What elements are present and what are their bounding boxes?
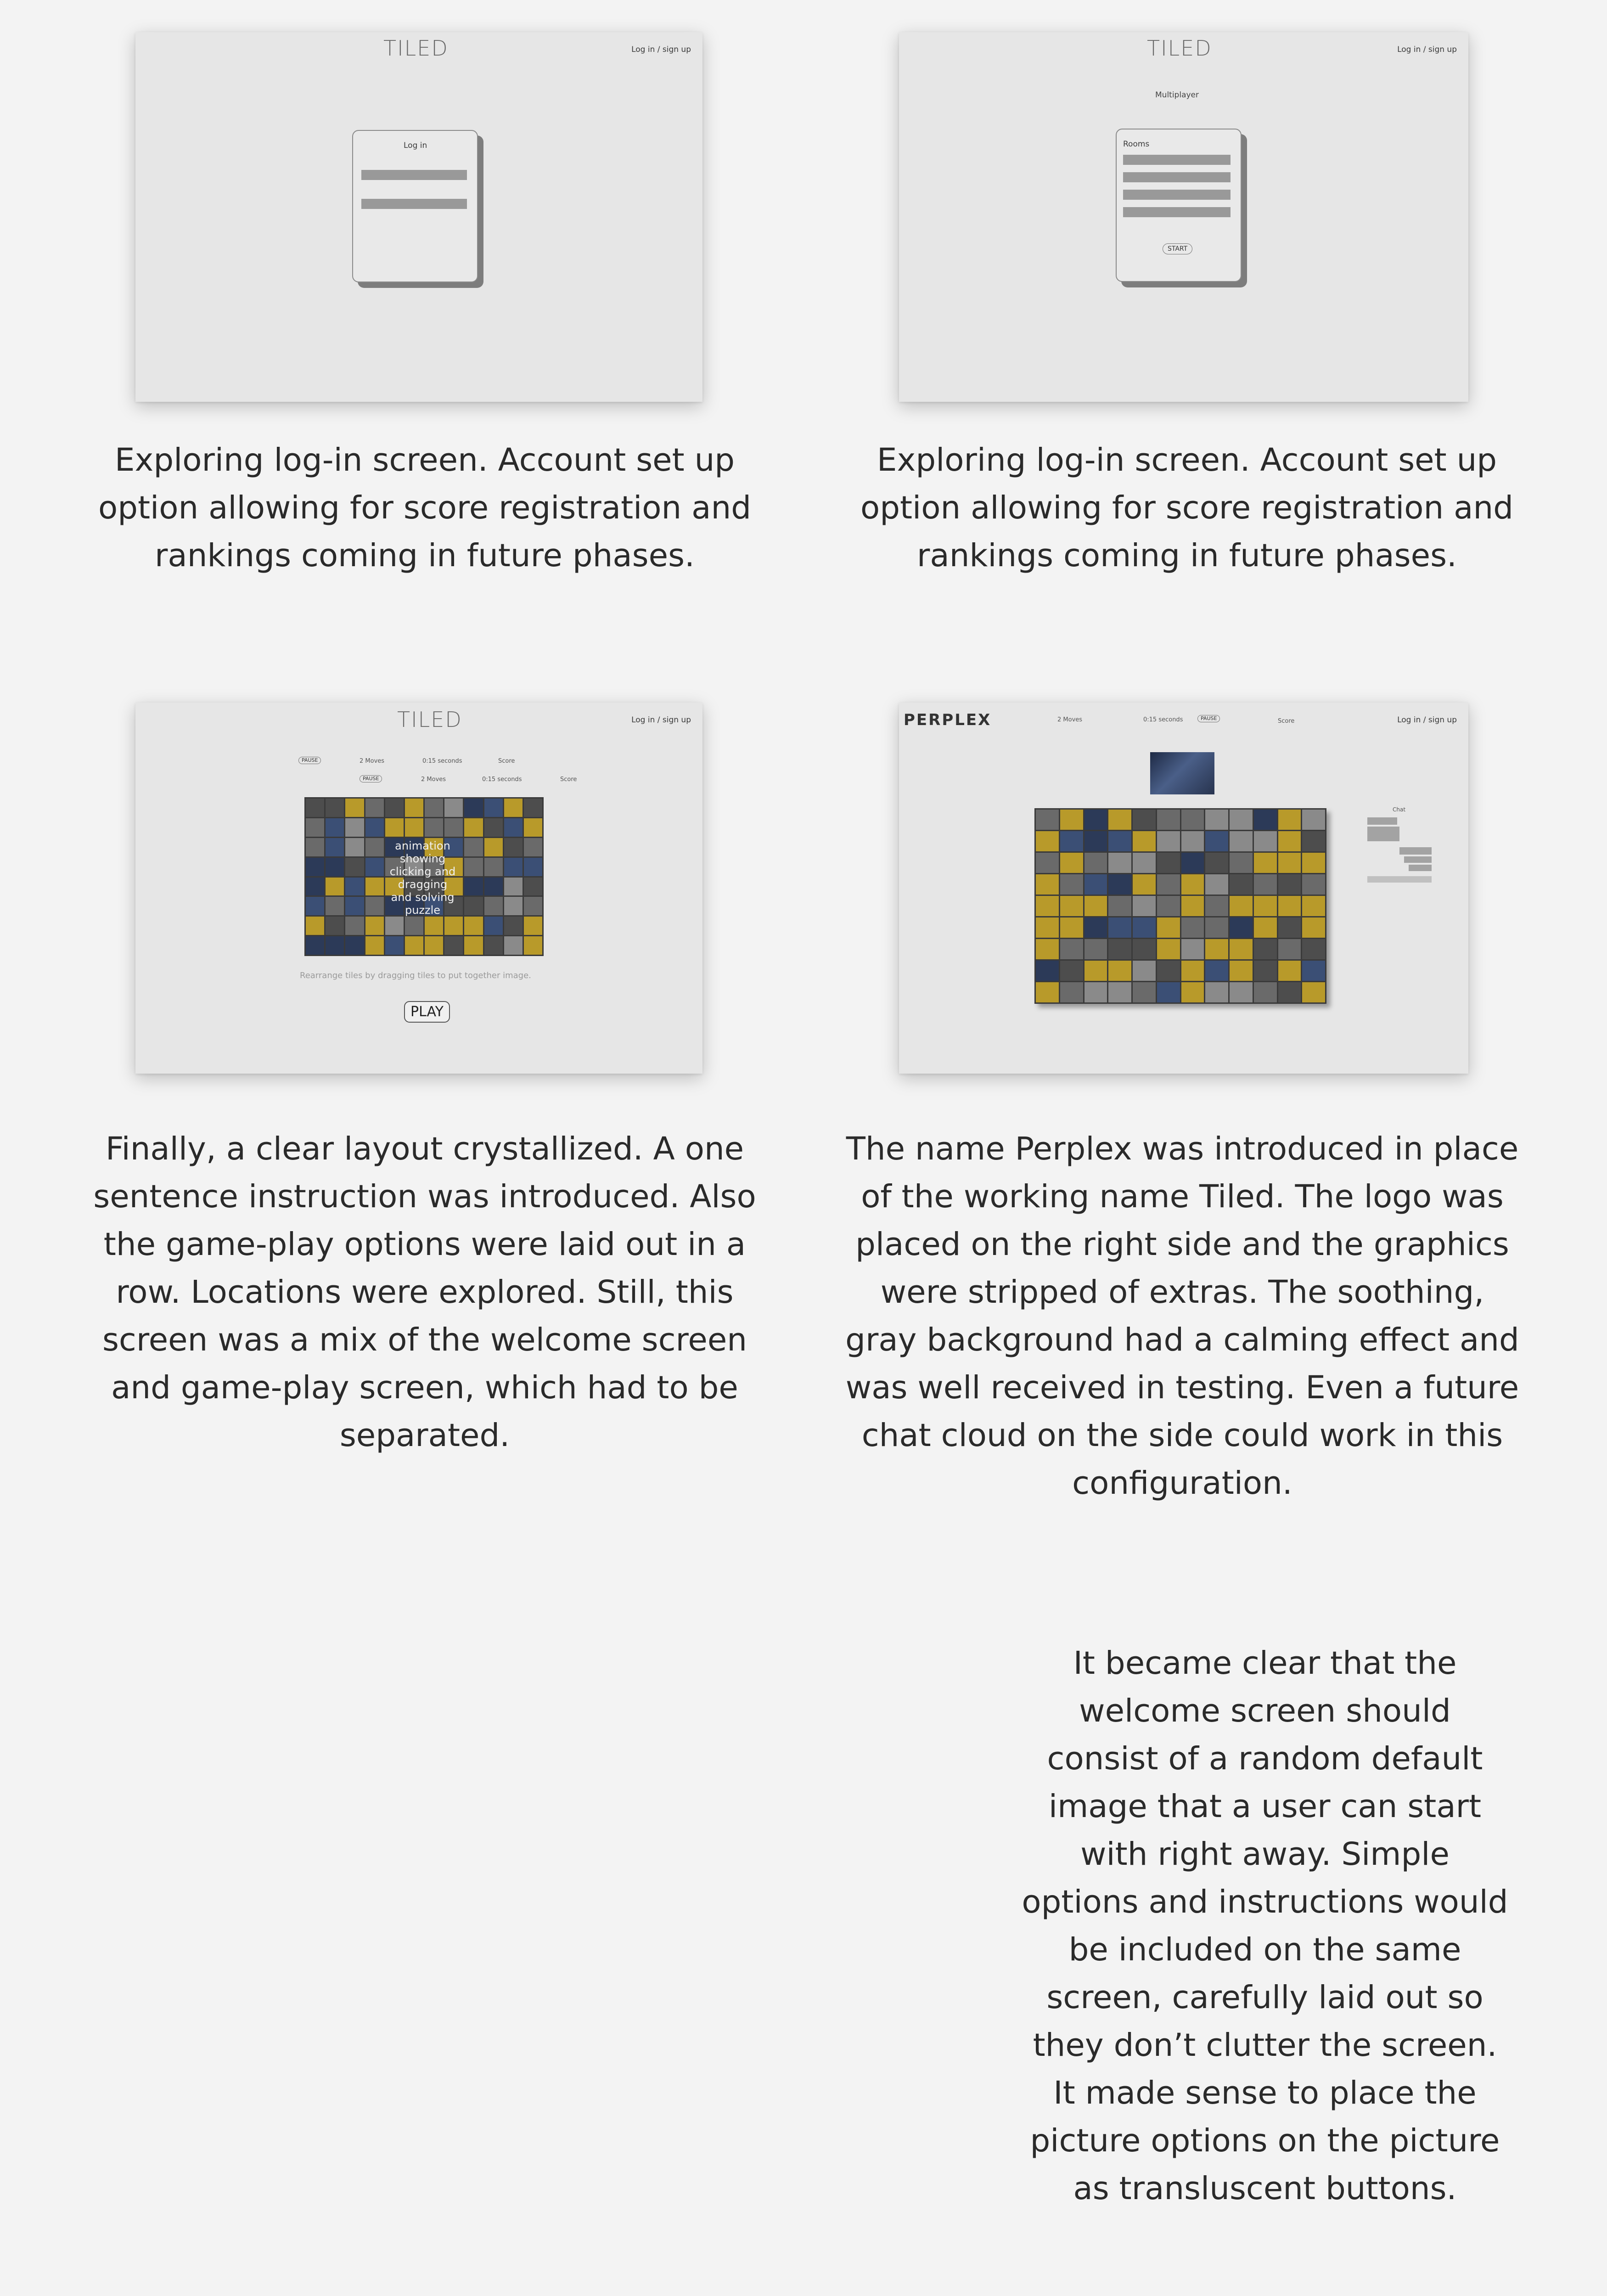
puzzle-tile[interactable] bbox=[1036, 917, 1059, 938]
puzzle-tile[interactable] bbox=[365, 818, 384, 837]
puzzle-tile[interactable] bbox=[1205, 831, 1228, 851]
mockup-login-screen bbox=[135, 32, 702, 402]
puzzle-tile[interactable] bbox=[1278, 831, 1301, 851]
pause-button[interactable]: PAUSE bbox=[360, 775, 382, 782]
perplex-logo: PERPLEX bbox=[904, 711, 992, 729]
puzzle-tile[interactable] bbox=[1230, 831, 1253, 851]
puzzle-tile[interactable] bbox=[1084, 810, 1107, 830]
puzzle-tile[interactable] bbox=[326, 917, 344, 935]
puzzle-tile[interactable] bbox=[1205, 853, 1228, 873]
password-field[interactable] bbox=[361, 199, 467, 209]
moves-count: 2 Moves bbox=[1057, 716, 1083, 723]
puzzle-tile[interactable] bbox=[524, 818, 542, 837]
puzzle-tile[interactable] bbox=[484, 917, 503, 935]
reference-thumbnail bbox=[1150, 752, 1214, 794]
caption-welcome-screen: It became clear that the welcome screen should consist of a random default image that a user can start with right away. Simple options and instructions would be included on the same screen, carefully laid out so they don’t clutter the screen. It made sense to place the picture options on the picture as transluscent buttons. bbox=[1022, 1645, 1508, 2207]
login-card-title: Log in bbox=[404, 141, 427, 150]
multiplayer-subtitle: Multiplayer bbox=[1155, 90, 1199, 100]
puzzle-tile[interactable] bbox=[326, 858, 344, 876]
puzzle-tile[interactable] bbox=[1157, 874, 1180, 895]
puzzle-tile[interactable] bbox=[1230, 896, 1253, 916]
rooms-card-title: Rooms bbox=[1123, 140, 1150, 149]
puzzle-tile[interactable] bbox=[1278, 896, 1301, 916]
puzzle-tile[interactable] bbox=[1254, 831, 1277, 851]
puzzle-tile[interactable] bbox=[1302, 810, 1325, 830]
puzzle-tile[interactable] bbox=[405, 799, 423, 817]
puzzle-tile[interactable] bbox=[1108, 853, 1131, 873]
puzzle-tile[interactable] bbox=[1302, 939, 1325, 959]
pause-button[interactable]: PAUSE bbox=[1197, 715, 1220, 722]
puzzle-tile[interactable] bbox=[464, 818, 483, 837]
puzzle-tile[interactable] bbox=[365, 799, 384, 817]
instruction-text: Rearrange tiles by dragging tiles to put together image. bbox=[300, 971, 531, 980]
puzzle-tile[interactable] bbox=[484, 818, 503, 837]
puzzle-tile[interactable] bbox=[464, 897, 483, 915]
mockup-tiled-game-screen bbox=[135, 703, 702, 1074]
puzzle-tile[interactable] bbox=[405, 818, 423, 837]
login-signup-link[interactable]: Log in / sign up bbox=[631, 45, 691, 54]
room-item[interactable] bbox=[1123, 207, 1231, 217]
puzzle-tile[interactable] bbox=[365, 838, 384, 856]
puzzle-tile[interactable] bbox=[1133, 831, 1156, 851]
puzzle-tile[interactable] bbox=[365, 878, 384, 896]
puzzle-tile[interactable] bbox=[524, 858, 542, 876]
puzzle-tile[interactable] bbox=[1060, 874, 1083, 895]
start-button[interactable]: START bbox=[1163, 243, 1192, 254]
puzzle-tile[interactable] bbox=[385, 936, 404, 955]
puzzle-tile[interactable] bbox=[1060, 853, 1083, 873]
puzzle-tile[interactable] bbox=[524, 936, 542, 955]
puzzle-tile[interactable] bbox=[1278, 961, 1301, 981]
puzzle-tile[interactable] bbox=[1254, 961, 1277, 981]
puzzle-tile[interactable] bbox=[306, 838, 324, 856]
logo: TILED bbox=[383, 36, 449, 61]
chat-message bbox=[1409, 865, 1432, 871]
puzzle-tile[interactable] bbox=[464, 878, 483, 896]
puzzle-tile[interactable] bbox=[1157, 853, 1180, 873]
puzzle-tile[interactable] bbox=[1254, 874, 1277, 895]
puzzle-tile[interactable] bbox=[365, 936, 384, 955]
puzzle-tile[interactable] bbox=[1060, 810, 1083, 830]
pause-button[interactable]: PAUSE bbox=[298, 757, 321, 764]
puzzle-tile[interactable] bbox=[1181, 831, 1204, 851]
puzzle-tile[interactable] bbox=[1254, 853, 1277, 873]
puzzle-tile[interactable] bbox=[1302, 982, 1325, 1002]
puzzle-tile[interactable] bbox=[1230, 810, 1253, 830]
puzzle-tile[interactable] bbox=[1278, 853, 1301, 873]
puzzle-tile[interactable] bbox=[1108, 917, 1131, 938]
puzzle-tile[interactable] bbox=[306, 897, 324, 915]
mockup-multiplayer-screen bbox=[899, 32, 1468, 402]
puzzle-tile[interactable] bbox=[484, 936, 503, 955]
puzzle-tile[interactable] bbox=[1036, 853, 1059, 873]
login-signup-link[interactable]: Log in / sign up bbox=[1397, 45, 1457, 54]
puzzle-tile[interactable] bbox=[1084, 939, 1107, 959]
puzzle-tile[interactable] bbox=[1108, 831, 1131, 851]
puzzle-tile[interactable] bbox=[365, 897, 384, 915]
puzzle-tile[interactable] bbox=[1205, 896, 1228, 916]
puzzle-tile[interactable] bbox=[444, 917, 463, 935]
puzzle-tile[interactable] bbox=[306, 858, 324, 876]
puzzle-tile[interactable] bbox=[345, 838, 364, 856]
puzzle-tile[interactable] bbox=[1278, 917, 1301, 938]
puzzle-tile[interactable] bbox=[1181, 982, 1204, 1002]
puzzle-tile[interactable] bbox=[1278, 810, 1301, 830]
puzzle-tile[interactable] bbox=[1205, 939, 1228, 959]
timer: 0:15 seconds bbox=[1143, 716, 1183, 723]
animation-placeholder-text: animation showing clicking and dragging and solving puzzle bbox=[389, 839, 456, 917]
puzzle-tile[interactable] bbox=[1084, 831, 1107, 851]
puzzle-tile[interactable] bbox=[1036, 896, 1059, 916]
puzzle-tile[interactable] bbox=[1302, 874, 1325, 895]
puzzle-tile[interactable] bbox=[405, 917, 423, 935]
puzzle-tile[interactable] bbox=[1302, 961, 1325, 981]
puzzle-tile[interactable] bbox=[1108, 810, 1131, 830]
puzzle-tile[interactable] bbox=[504, 858, 523, 876]
puzzle-tile[interactable] bbox=[504, 897, 523, 915]
chat-label: Chat bbox=[1393, 806, 1406, 813]
puzzle-tile[interactable] bbox=[1230, 939, 1253, 959]
puzzle-tile[interactable] bbox=[1254, 982, 1277, 1002]
puzzle-tile[interactable] bbox=[345, 936, 364, 955]
mockup-perplex-game-screen bbox=[899, 703, 1468, 1074]
puzzle-tile[interactable] bbox=[484, 858, 503, 876]
puzzle-tile[interactable] bbox=[1036, 831, 1059, 851]
puzzle-tile[interactable] bbox=[484, 838, 503, 856]
puzzle-tile[interactable] bbox=[326, 878, 344, 896]
puzzle-tile[interactable] bbox=[1230, 961, 1253, 981]
chat-message bbox=[1367, 817, 1397, 825]
puzzle-tile[interactable] bbox=[1036, 961, 1059, 981]
puzzle-tile[interactable] bbox=[1060, 831, 1083, 851]
puzzle-tile[interactable] bbox=[504, 799, 523, 817]
puzzle-tile[interactable] bbox=[1036, 810, 1059, 830]
puzzle-tile[interactable] bbox=[306, 936, 324, 955]
puzzle-tile[interactable] bbox=[1133, 874, 1156, 895]
puzzle-tile[interactable] bbox=[464, 799, 483, 817]
puzzle-tile[interactable] bbox=[425, 917, 443, 935]
puzzle-tile[interactable] bbox=[484, 897, 503, 915]
puzzle-tile[interactable] bbox=[1302, 853, 1325, 873]
puzzle-tile[interactable] bbox=[306, 818, 324, 837]
puzzle-tile[interactable] bbox=[1060, 939, 1083, 959]
caption-login-exploration: Exploring log-in screen. Account set up option allowing for score registration and rankings coming in future phases. bbox=[98, 442, 751, 574]
puzzle-tile[interactable] bbox=[326, 897, 344, 915]
puzzle-tile[interactable] bbox=[1108, 961, 1131, 981]
puzzle-tile[interactable] bbox=[1036, 982, 1059, 1002]
puzzle-tile[interactable] bbox=[1060, 896, 1083, 916]
logo: TILED bbox=[397, 707, 462, 732]
puzzle-tile[interactable] bbox=[1205, 874, 1228, 895]
chat-message bbox=[1367, 827, 1399, 841]
puzzle-tile[interactable] bbox=[484, 878, 503, 896]
caption-perplex-introduced: The name Perplex was introduced in place of the working name Tiled. The logo was placed on the right side and the graphics were stripped of extras. The soothing, gray background had a calming effect and was well received in testing. Even a future chat cloud on the side could work in this configuration. bbox=[845, 1131, 1519, 1502]
puzzle-tile[interactable] bbox=[1205, 917, 1228, 938]
puzzle-tile[interactable] bbox=[1302, 917, 1325, 938]
room-item[interactable] bbox=[1123, 190, 1231, 200]
puzzle-tile[interactable] bbox=[326, 818, 344, 837]
puzzle-tile[interactable] bbox=[425, 799, 443, 817]
login-signup-link[interactable]: Log in / sign up bbox=[1397, 715, 1457, 725]
puzzle-tile[interactable] bbox=[1157, 896, 1180, 916]
puzzle-tile[interactable] bbox=[1084, 982, 1107, 1002]
puzzle-tile[interactable] bbox=[1278, 982, 1301, 1002]
moves-count: 2 Moves bbox=[421, 776, 446, 783]
puzzle-tile[interactable] bbox=[1133, 917, 1156, 938]
score: Score bbox=[498, 758, 515, 765]
puzzle-tile[interactable] bbox=[524, 917, 542, 935]
chat-message bbox=[1404, 856, 1432, 863]
puzzle-tile[interactable] bbox=[1205, 982, 1228, 1002]
chat-message bbox=[1399, 847, 1432, 855]
puzzle-tile[interactable] bbox=[1157, 982, 1180, 1002]
puzzle-tile[interactable] bbox=[326, 936, 344, 955]
puzzle-tile[interactable] bbox=[1084, 917, 1107, 938]
puzzle-tile[interactable] bbox=[1133, 810, 1156, 830]
moves-count: 2 Moves bbox=[360, 758, 385, 765]
puzzle-tile[interactable] bbox=[1278, 874, 1301, 895]
timer: 0:15 seconds bbox=[482, 776, 522, 783]
puzzle-tile[interactable] bbox=[1133, 982, 1156, 1002]
logo: TILED bbox=[1147, 36, 1212, 61]
puzzle-tile[interactable] bbox=[1230, 874, 1253, 895]
puzzle-tile[interactable] bbox=[1108, 939, 1131, 959]
puzzle-tile[interactable] bbox=[1157, 831, 1180, 851]
play-button[interactable]: PLAY bbox=[404, 1001, 450, 1023]
puzzle-tile[interactable] bbox=[365, 917, 384, 935]
puzzle-tile[interactable] bbox=[464, 936, 483, 955]
puzzle-tile[interactable] bbox=[464, 838, 483, 856]
puzzle-tile[interactable] bbox=[1302, 831, 1325, 851]
puzzle-tile[interactable] bbox=[306, 917, 324, 935]
puzzle-tile[interactable] bbox=[425, 936, 443, 955]
puzzle-tile[interactable] bbox=[1133, 853, 1156, 873]
puzzle-tile[interactable] bbox=[345, 878, 364, 896]
puzzle-tile[interactable] bbox=[365, 858, 384, 876]
puzzle-tile[interactable] bbox=[405, 936, 423, 955]
puzzle-tile[interactable] bbox=[345, 897, 364, 915]
puzzle-tile[interactable] bbox=[1133, 896, 1156, 916]
puzzle-tile[interactable] bbox=[1181, 939, 1204, 959]
puzzle-tile[interactable] bbox=[1205, 810, 1228, 830]
puzzle-tile[interactable] bbox=[1157, 810, 1180, 830]
puzzle-tile[interactable] bbox=[1108, 982, 1131, 1002]
puzzle-tile[interactable] bbox=[326, 838, 344, 856]
puzzle-tile[interactable] bbox=[1181, 853, 1204, 873]
puzzle-tile[interactable] bbox=[326, 799, 344, 817]
puzzle-tile[interactable] bbox=[1084, 961, 1107, 981]
puzzle-tile[interactable] bbox=[1084, 874, 1107, 895]
puzzle-tile[interactable] bbox=[1181, 874, 1204, 895]
puzzle-tile[interactable] bbox=[1133, 961, 1156, 981]
caption-login-exploration: Exploring log-in screen. Account set up option allowing for score registration and rankings coming in future phases. bbox=[860, 442, 1513, 574]
puzzle-tile[interactable] bbox=[464, 917, 483, 935]
puzzle-tile[interactable] bbox=[385, 799, 404, 817]
puzzle-tile[interactable] bbox=[1205, 961, 1228, 981]
login-signup-link[interactable]: Log in / sign up bbox=[631, 715, 691, 725]
puzzle-tile[interactable] bbox=[504, 936, 523, 955]
puzzle-tile[interactable] bbox=[425, 818, 443, 837]
puzzle-tile[interactable] bbox=[385, 917, 404, 935]
puzzle-tile[interactable] bbox=[1302, 896, 1325, 916]
puzzle-tile[interactable] bbox=[504, 878, 523, 896]
puzzle-tile[interactable] bbox=[1157, 939, 1180, 959]
puzzle-tile[interactable] bbox=[1060, 961, 1083, 981]
puzzle-tile-grid[interactable] bbox=[1034, 808, 1326, 1004]
puzzle-tile[interactable] bbox=[345, 917, 364, 935]
username-field[interactable] bbox=[361, 170, 467, 180]
puzzle-tile[interactable] bbox=[504, 838, 523, 856]
puzzle-tile[interactable] bbox=[444, 936, 463, 955]
puzzle-tile[interactable] bbox=[1254, 810, 1277, 830]
puzzle-tile[interactable] bbox=[306, 799, 324, 817]
puzzle-tile[interactable] bbox=[1230, 982, 1253, 1002]
puzzle-tile[interactable] bbox=[385, 818, 404, 837]
puzzle-tile[interactable] bbox=[1157, 917, 1180, 938]
room-item[interactable] bbox=[1123, 155, 1231, 165]
puzzle-tile[interactable] bbox=[444, 818, 463, 837]
room-item[interactable] bbox=[1123, 172, 1231, 182]
puzzle-tile[interactable] bbox=[306, 878, 324, 896]
puzzle-tile[interactable] bbox=[1060, 982, 1083, 1002]
puzzle-tile[interactable] bbox=[1230, 853, 1253, 873]
login-card bbox=[352, 130, 478, 282]
puzzle-tile[interactable] bbox=[524, 838, 542, 856]
timer: 0:15 seconds bbox=[422, 758, 462, 765]
puzzle-tile[interactable] bbox=[484, 799, 503, 817]
chat-input[interactable] bbox=[1367, 876, 1432, 883]
puzzle-tile[interactable] bbox=[1157, 961, 1180, 981]
puzzle-tile[interactable] bbox=[1254, 917, 1277, 938]
puzzle-tile[interactable] bbox=[1060, 917, 1083, 938]
puzzle-tile[interactable] bbox=[1108, 896, 1131, 916]
rooms-card bbox=[1116, 129, 1242, 282]
puzzle-tile[interactable] bbox=[504, 818, 523, 837]
puzzle-tile[interactable] bbox=[345, 818, 364, 837]
score: Score bbox=[1278, 718, 1295, 725]
puzzle-tile[interactable] bbox=[1230, 917, 1253, 938]
puzzle-tile[interactable] bbox=[1254, 896, 1277, 916]
puzzle-tile[interactable] bbox=[1181, 896, 1204, 916]
score: Score bbox=[560, 776, 577, 783]
puzzle-tile[interactable] bbox=[1133, 939, 1156, 959]
puzzle-tile[interactable] bbox=[345, 858, 364, 876]
caption-layout-crystallized: Finally, a clear layout crystallized. A one sentence instruction was introduced. Also the game-play options were laid out in a row. Locations were explored. Still, this screen was a mix of the welcome screen and game-play screen, which had to be separated. bbox=[93, 1131, 756, 1454]
puzzle-tile[interactable] bbox=[1181, 810, 1204, 830]
puzzle-tile[interactable] bbox=[524, 799, 542, 817]
puzzle-tile[interactable] bbox=[524, 878, 542, 896]
puzzle-tile[interactable] bbox=[1278, 939, 1301, 959]
puzzle-tile[interactable] bbox=[1036, 939, 1059, 959]
puzzle-tile[interactable] bbox=[1254, 939, 1277, 959]
puzzle-tile[interactable] bbox=[464, 858, 483, 876]
puzzle-tile[interactable] bbox=[345, 799, 364, 817]
puzzle-tile[interactable] bbox=[1084, 896, 1107, 916]
puzzle-tile[interactable] bbox=[1108, 874, 1131, 895]
puzzle-tile[interactable] bbox=[524, 897, 542, 915]
puzzle-tile[interactable] bbox=[1084, 853, 1107, 873]
puzzle-tile[interactable] bbox=[444, 799, 463, 817]
puzzle-tile[interactable] bbox=[504, 917, 523, 935]
puzzle-tile[interactable] bbox=[1036, 874, 1059, 895]
puzzle-tile[interactable] bbox=[1181, 917, 1204, 938]
puzzle-tile[interactable] bbox=[1181, 961, 1204, 981]
